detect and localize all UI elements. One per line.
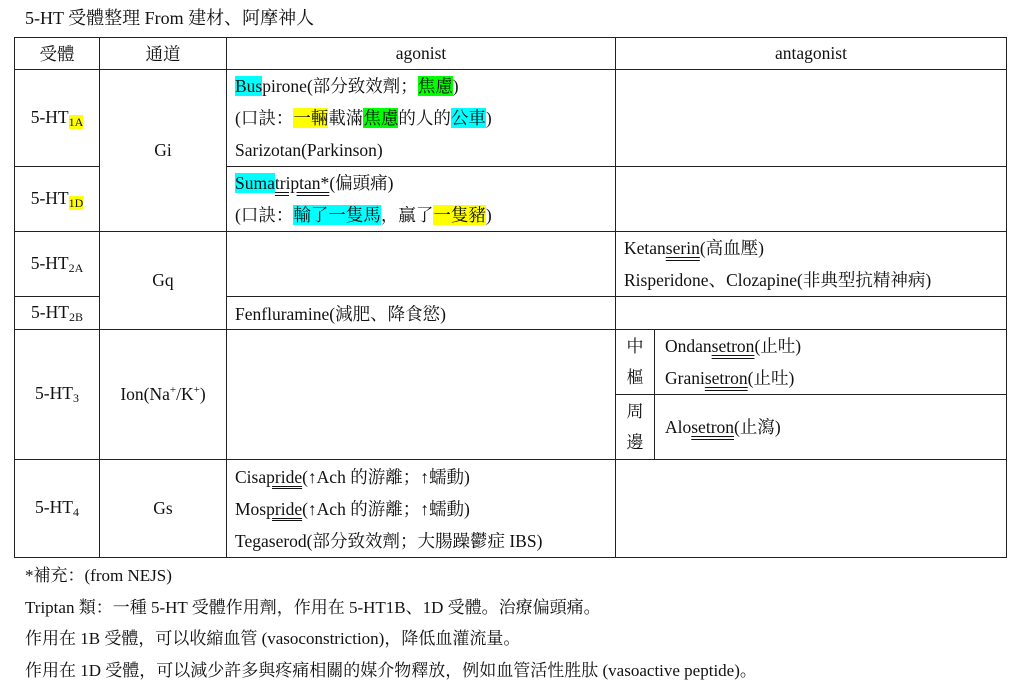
- antagonist-5ht1d: [616, 167, 1007, 232]
- header-receptor: 受體: [15, 38, 100, 70]
- agonist-5ht2a: [227, 232, 616, 297]
- row-5ht1a: [15, 70, 1007, 167]
- antagonist-5ht3-subtable: [616, 330, 1006, 459]
- agonist-5ht1d: Sumatriptan*(偏頭痛) (口訣：輸了一隻馬，贏了一隻豬): [227, 167, 616, 232]
- antagonist-5ht4: [616, 460, 1007, 558]
- header-agonist: agonist: [227, 38, 616, 70]
- receptor-5ht2b: $5-HT_{2B}$: [15, 297, 100, 330]
- central-label: 中 樞: [616, 330, 655, 395]
- receptor-5ht3: $5-HT_3$: [15, 330, 100, 460]
- receptor-5ht1a: $5-HT_{1A}$: [15, 70, 100, 167]
- peripheral-row: [616, 395, 1006, 459]
- agonist-5ht2b: Fenfluramine(減肥、降食慾): [227, 297, 616, 330]
- antagonist-5ht1a: [616, 70, 1007, 167]
- row-5ht4: [15, 460, 1007, 558]
- receptor-5ht1d: $5-HT_{1D}$: [15, 167, 100, 232]
- channel-gs: Gs: [100, 460, 227, 558]
- row-5ht2a: [15, 232, 1007, 297]
- document-title: 5-HT 受體整理 From 建材、阿摩神人: [25, 8, 315, 28]
- channel-gi: Gi: [100, 70, 227, 232]
- note-1d: 作用在 1D 受體，可以減少許多與疼痛相關的媒介物釋放，例如血管活性胜肽 (vasoactive peptide)。: [25, 660, 757, 680]
- antagonist-5ht3: [616, 330, 1007, 460]
- agonist-5ht3: [227, 330, 616, 460]
- note-heading: *補充：(from NEJS): [25, 566, 172, 585]
- note-triptan: Triptan 類：一種 5-HT 受體作用劑，作用在 5-HT1B、1D 受體。治療偏頭痛。: [25, 597, 601, 617]
- supplement-notes: [25, 560, 757, 686]
- receptor-5ht4: $5-HT_4$: [15, 460, 100, 558]
- agonist-5ht1a: Buspirone(部分致效劑；焦慮) (口訣：一輛載滿焦慮的人的公車) Sarizotan(Parkinson): [227, 70, 616, 167]
- receptor-5ht2a: $5-HT_{2A}$: [15, 232, 100, 297]
- 5ht-receptor-table: [14, 37, 1007, 558]
- row-5ht3: [15, 330, 1007, 460]
- central-row: [616, 330, 1006, 395]
- channel-ion: Ion(Na+/K+): [100, 330, 227, 460]
- antagonist-5ht2a: Ketanserin(高血壓) Risperidone、Clozapine(非典型抗精神病): [616, 232, 1007, 297]
- header-antagonist: antagonist: [616, 38, 1007, 70]
- peripheral-label: 周 邊: [616, 395, 655, 459]
- agonist-5ht4: Cisapride(↑Ach 的游離；↑蠕動) Mospride(↑Ach 的游離；↑蠕動) Tegaserod(部分致效劑；大腸躁鬱症 IBS): [227, 460, 616, 558]
- header-channel: 通道: [100, 38, 227, 70]
- antagonist-5ht2b: [616, 297, 1007, 330]
- channel-gq: Gq: [100, 232, 227, 330]
- central-drugs: Ondansetron(止吐) Granisetron(止吐): [655, 330, 1007, 395]
- peripheral-drugs: Alosetron(止瀉): [665, 417, 781, 438]
- note-1b: 作用在 1B 受體，可以收縮血管 (vasoconstriction)，降低血灌流量。: [25, 629, 521, 648]
- header-row: [15, 38, 1007, 70]
